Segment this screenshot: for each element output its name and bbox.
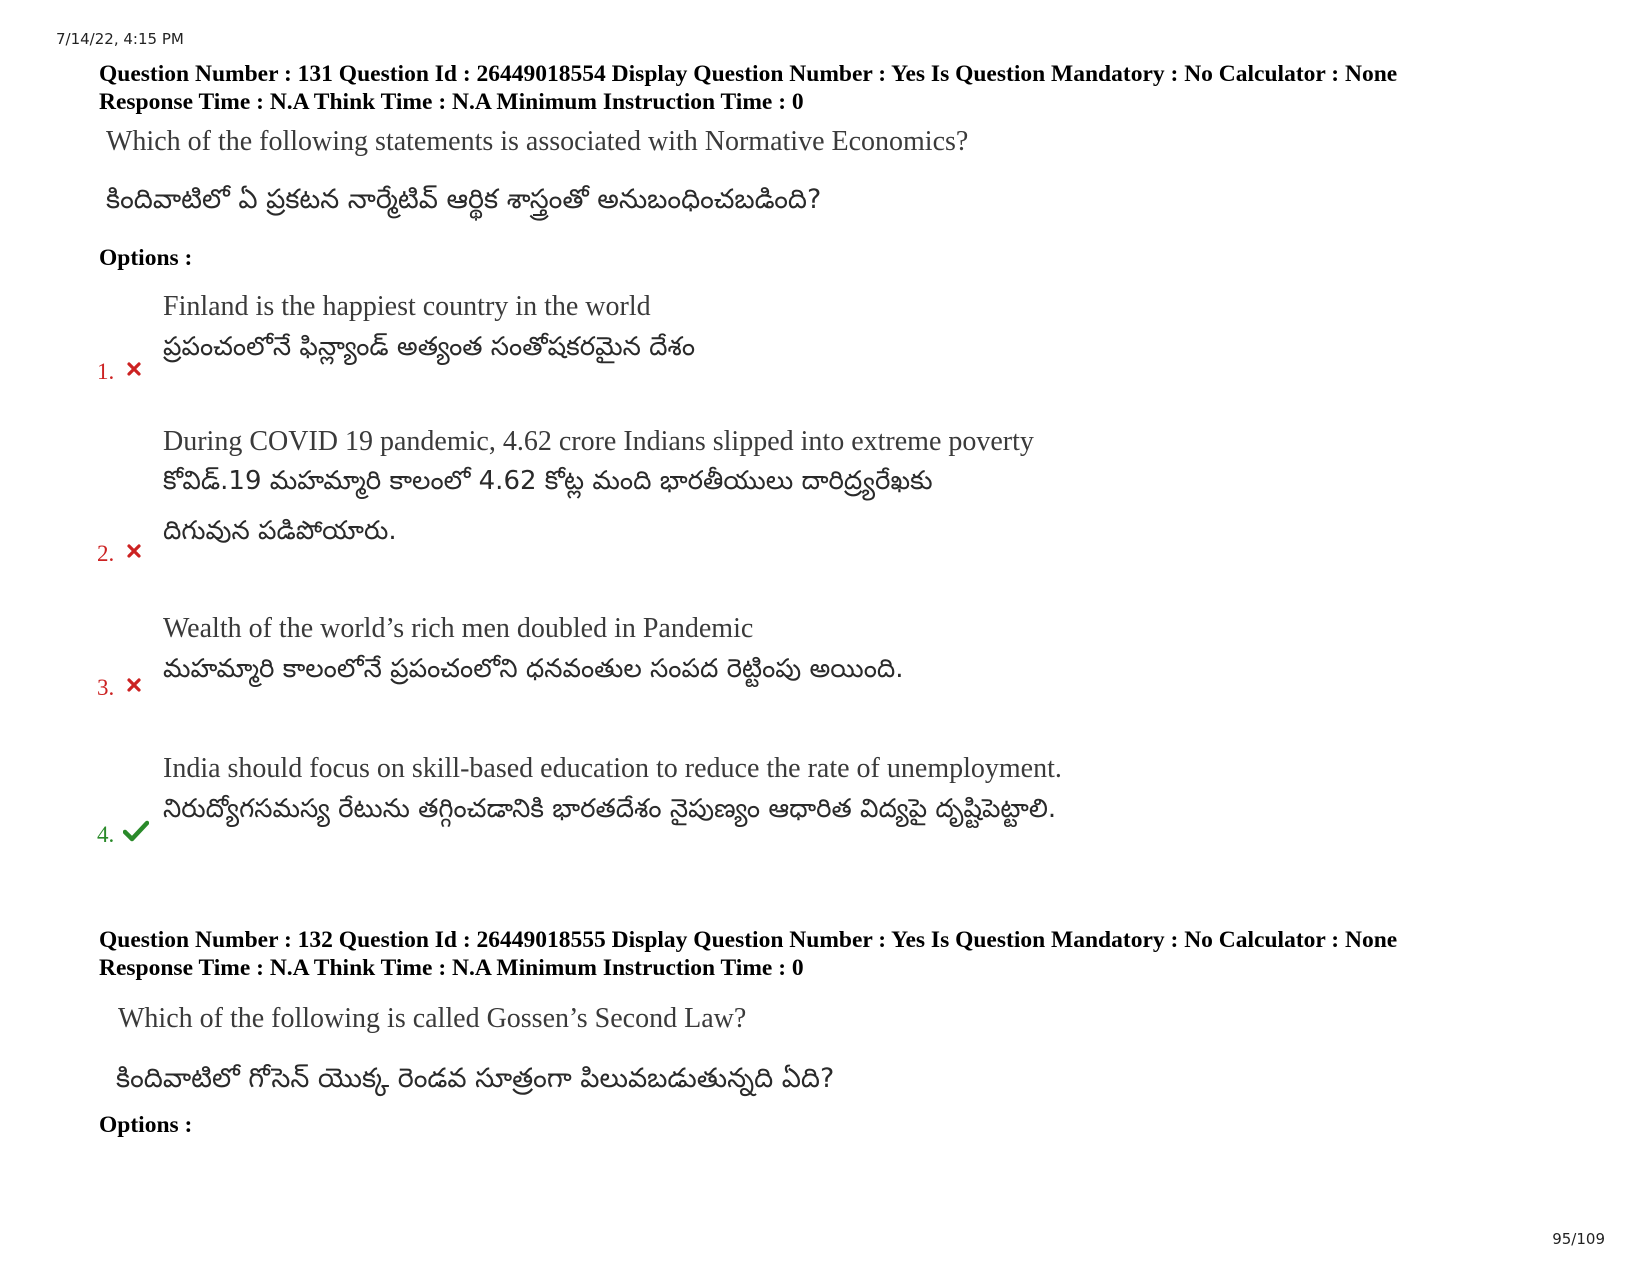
option-2-text-english: During COVID 19 pandemic, 4.62 crore Indians slipped into extreme poverty (163, 426, 1034, 457)
option-1-text-english: Finland is the happiest country in the world (163, 291, 651, 322)
question-132-meta-line-1: Question Number : 132 Question Id : 26449018555 Display Question Number : Yes Is Question Mandatory : No Calculator : None (99, 927, 1398, 953)
print-timestamp: 7/14/22, 4:15 PM (56, 30, 184, 48)
option-1-text-telugu: ప్రపంచంలోనే ఫిన్ల్యాండ్ అత్యంత సంతోషకరమైన దేశం (163, 332, 695, 362)
option-2-number: 2. (97, 541, 115, 566)
question-131-stem-english: Which of the following statements is associated with Normative Economics? (106, 126, 969, 157)
question-131-meta-line-1: Question Number : 131 Question Id : 26449018554 Display Question Number : Yes Is Question Mandatory : No Calculator : None (99, 61, 1398, 87)
question-132-stem-telugu: కిందివాటిలో గోసెన్ యొక్క రెండవ సూత్రంగా పిలువబడుతున్నది ఏది? (116, 1063, 835, 1094)
question-131-options-label: Options : (99, 245, 193, 271)
option-3-number: 3. (97, 675, 115, 700)
option-4-number: 4. (97, 822, 115, 847)
page-number: 95/109 (1552, 1230, 1605, 1248)
question-131-stem-telugu: కిందివాటిలో ఏ ప్రకటన నార్మేటివ్ ఆర్థిక శాస్త్రంతో అనుబంధించబడింది? (106, 184, 822, 215)
question-132-stem-english: Which of the following is called Gossen’s Second Law? (118, 1003, 747, 1034)
option-3-text-english: Wealth of the world’s rich men doubled in Pandemic (163, 613, 754, 644)
option-1-number: 1. (97, 359, 115, 384)
option-4-text-telugu: నిరుద్యోగసమస్య రేటును తగ్గించడానికి భారతదేశం నైపుణ్యం ఆధారిత విద్యపై దృష్టిపెట్టాలి. (163, 794, 1057, 824)
question-132-meta-line-2: Response Time : N.A Think Time : N.A Minimum Instruction Time : 0 (99, 955, 804, 981)
correct-icon (123, 820, 149, 842)
wrong-icon (127, 544, 141, 558)
option-4-text-english: India should focus on skill-based education to reduce the rate of unemployment. (163, 753, 1062, 784)
option-2-text-telugu-line-2: దిగువున పడిపోయారు. (163, 516, 397, 546)
option-2-text-telugu-line-1: కోవిడ్.19 మహమ్మారి కాలంలో 4.62 కోట్ల మంది భారతీయులు దారిద్ర్యరేఖకు (163, 466, 933, 496)
question-131-meta-line-2: Response Time : N.A Think Time : N.A Minimum Instruction Time : 0 (99, 89, 804, 115)
wrong-icon (127, 362, 141, 376)
option-3-text-telugu: మహమ్మారి కాలంలోనే ప్రపంచంలోని ధనవంతుల సంపద రెట్టింపు అయింది. (163, 654, 904, 684)
wrong-icon (127, 678, 141, 692)
question-132-options-label: Options : (99, 1112, 193, 1138)
